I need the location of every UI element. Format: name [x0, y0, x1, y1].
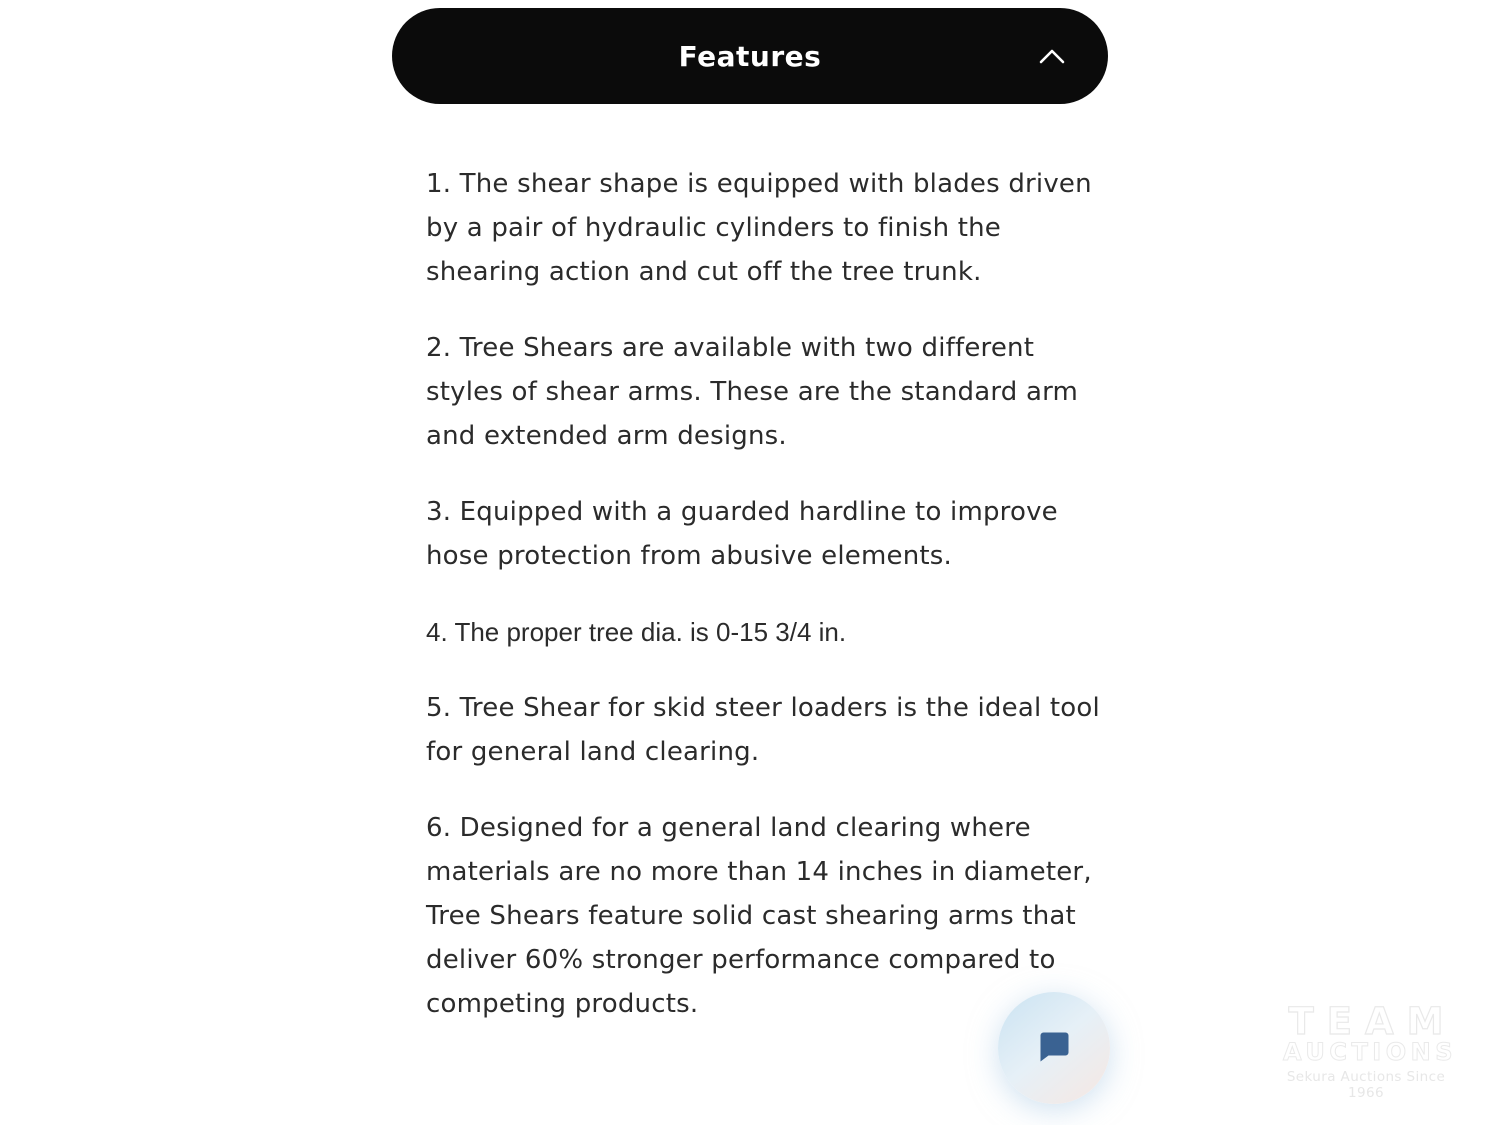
- feature-item: 1. The shear shape is equipped with blades driven by a pair of hydraulic cylinders to finish the shearing action and cut off the tree trunk.: [426, 169, 1092, 287]
- watermark-tagline: Sekura Auctions Since 1966: [1286, 1069, 1446, 1101]
- features-accordion-title: Features: [678, 39, 822, 73]
- watermark: [1283, 1000, 1458, 1101]
- features-accordion-header[interactable]: [392, 8, 1108, 104]
- features-list: [392, 162, 1101, 1026]
- chat-launcher-button[interactable]: [998, 992, 1110, 1104]
- features-section: [392, 8, 1108, 1058]
- feature-item: 2. Tree Shears are available with two different styles of shear arms. These are the standard arm and extended arm designs.: [426, 333, 1079, 451]
- feature-item: 6. Designed for a general land clearing where materials are no more than 14 inches in diameter, Tree Shears feature solid cast shearing arms that deliver 60% stronger performance compared to competing products.: [426, 813, 1092, 1019]
- feature-item: 5. Tree Shear for skid steer loaders is the ideal tool for general land clearing.: [426, 693, 1100, 767]
- feature-item: 3. Equipped with a guarded hardline to improve hose protection from abusive elements.: [426, 497, 1058, 571]
- chevron-up-icon: [1038, 47, 1066, 65]
- chat-bubble-icon: [1034, 1027, 1074, 1067]
- watermark-auctions: AUCTIONS: [1283, 1038, 1458, 1066]
- watermark-team: TEAM: [1288, 1000, 1457, 1043]
- feature-item: 4. The proper tree dia. is 0-15 3/4 in.: [426, 617, 847, 647]
